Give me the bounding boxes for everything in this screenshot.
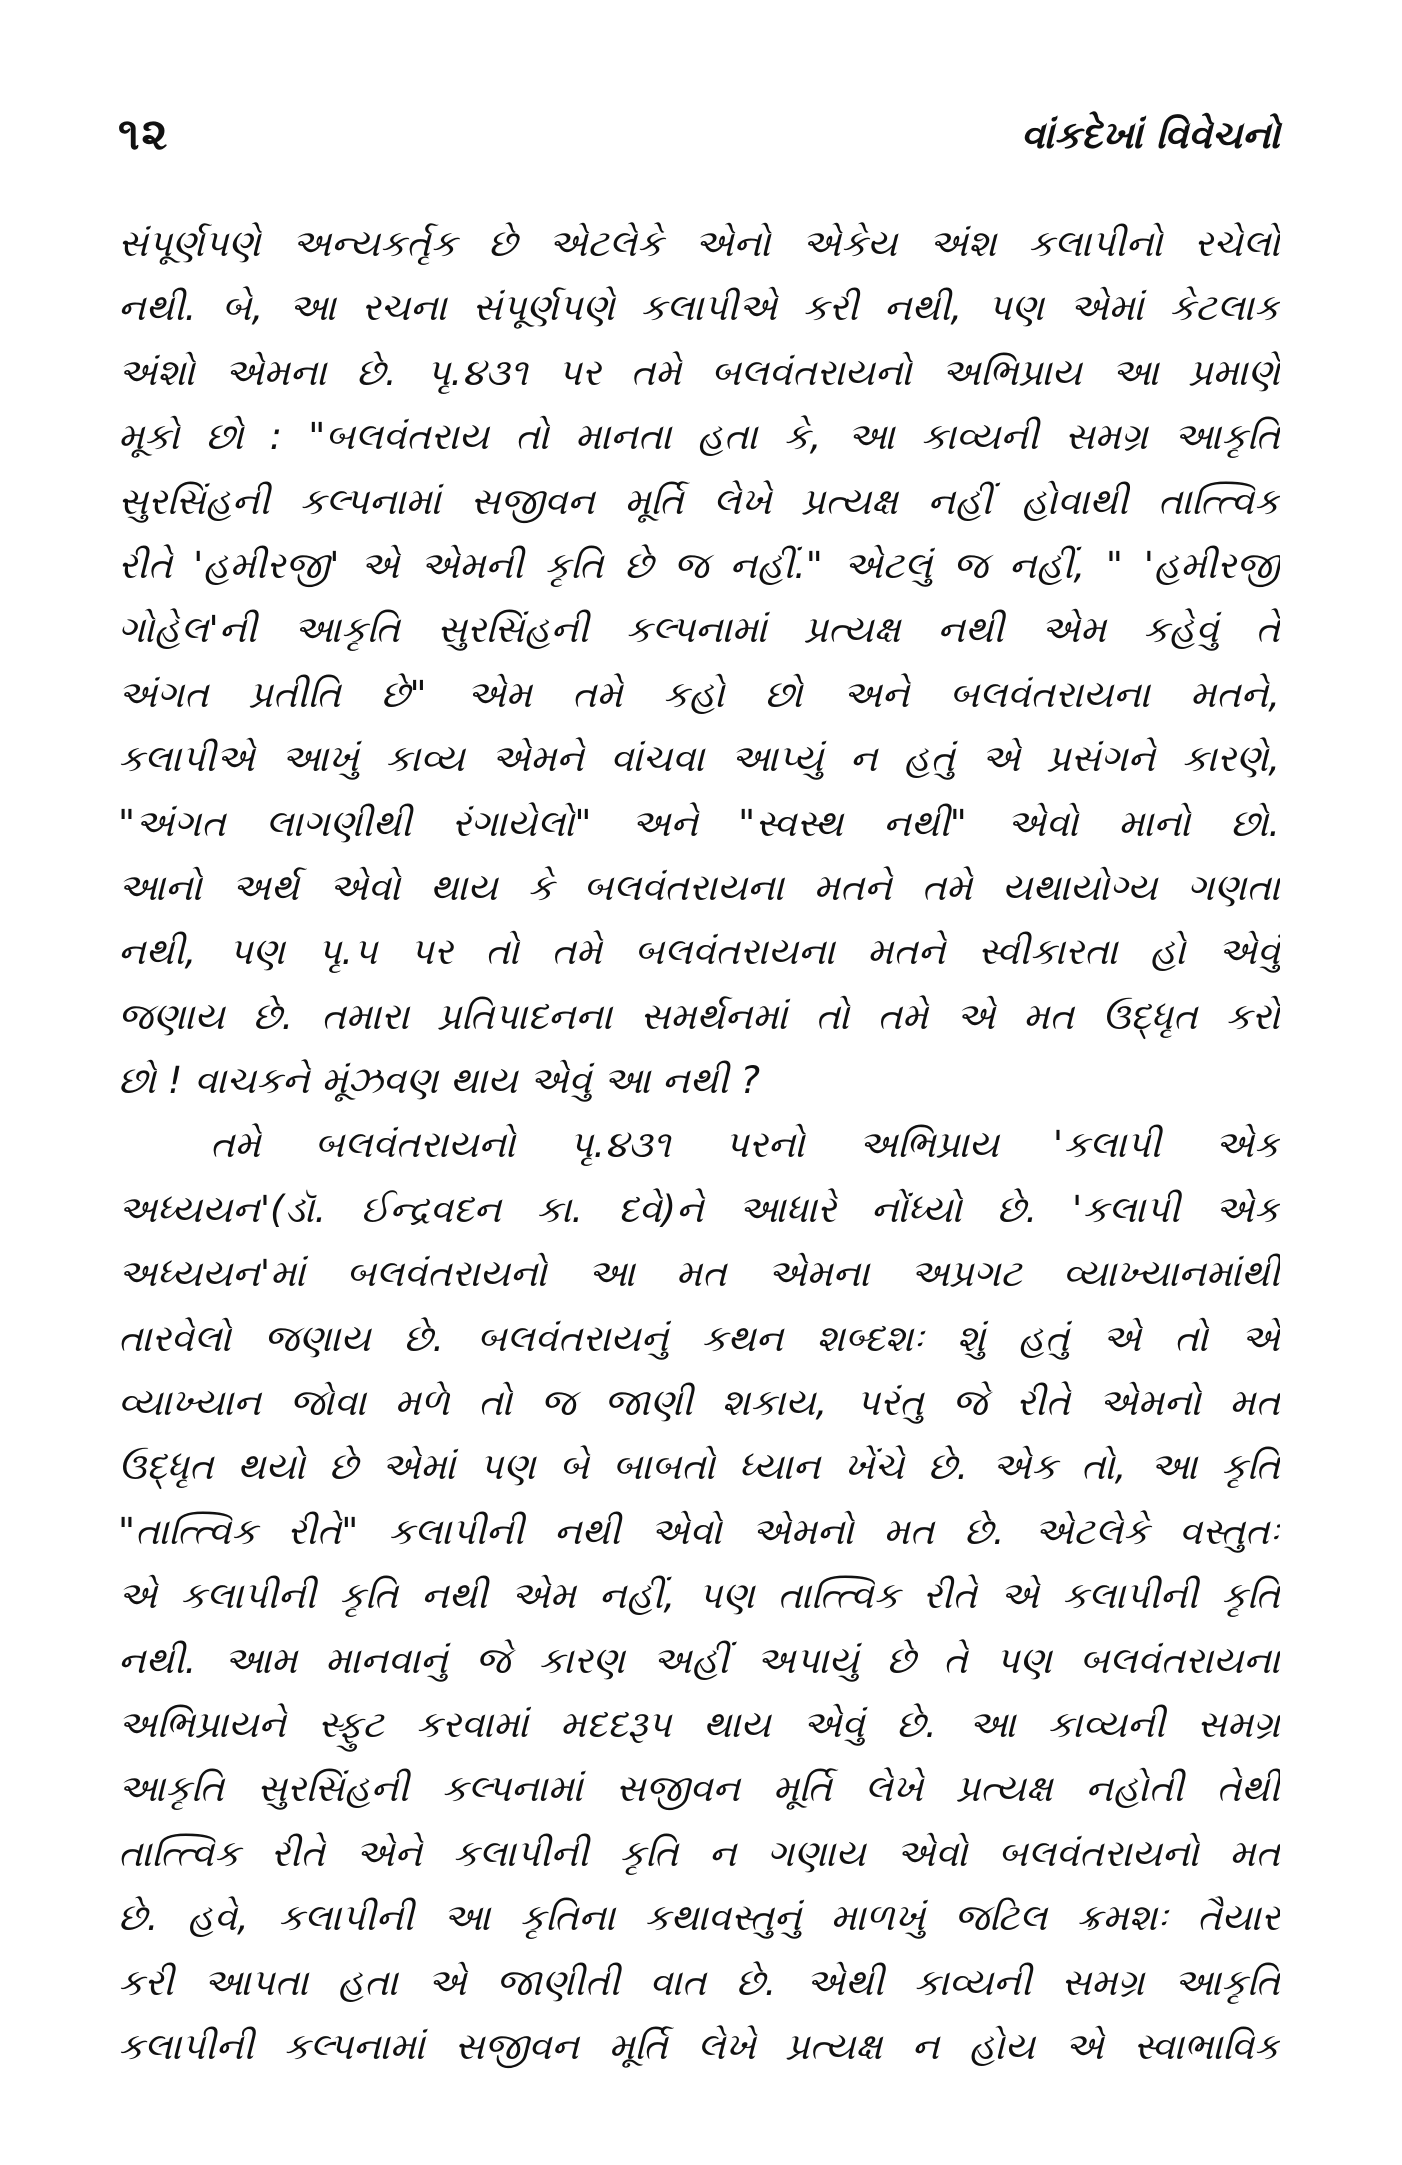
text-line: છે. હવે, કલાપીની આ કૃતિના કથાવસ્તુનું માળખું જટિલ ક્રમશઃ તૈયાર xyxy=(118,1896,1280,1940)
text-line: તાત્ત્વિક રીતે એને કલાપીની કૃતિ ન ગણાય એવો બલવંતરાયનો મત xyxy=(118,1831,1280,1875)
body-text xyxy=(118,212,1280,2079)
text-line: સંપૂર્ણપણે અન્યકર્તૃક છે એટલેકે એનો એકેય અંશ કલાપીનો રચેલો xyxy=(118,222,1280,265)
text-line: આનો અર્થ એવો થાય કે બલવંતરાયના મતને તમે યથાયોગ્ય ગણતા xyxy=(118,865,1280,909)
text-line: આકૃતિ સુરસિંહની કલ્પનામાં સજીવન મૂર્તિ લેખે પ્રત્યક્ષ નહોતી તેથી xyxy=(118,1767,1280,1811)
text-line: રીતે 'હમીરજી' એ એમની કૃતિ છે જ નહીં." એટલું જ નહીં, " 'હમીરજી xyxy=(118,543,1280,587)
text-line: અધ્યયન'માં બલવંતરાયનો આ મત એમના અપ્રગટ વ્યાખ્યાનમાંથી xyxy=(118,1252,1280,1296)
text-line: મૂકો છો : "બલવંતરાય તો માનતા હતા કે, આ કાવ્યની સમગ્ર આકૃતિ xyxy=(118,415,1280,459)
paragraph-1 xyxy=(118,212,1280,1113)
text-line: કરી આપતા હતા એ જાણીતી વાત છે. એથી કાવ્યની સમગ્ર આકૃતિ xyxy=(118,1960,1280,2004)
text-line: સુરસિંહની કલ્પનામાં સજીવન મૂર્તિ લેખે પ્રત્યક્ષ નહીં હોવાથી તાત્ત્વિક xyxy=(118,479,1280,523)
text-line: નથી. બે, આ રચના સંપૂર્ણપણે કલાપીએ કરી નથી, પણ એમાં કેટલાક xyxy=(118,286,1280,330)
text-line: અધ્યયન'(ડૉ. ઈન્દ્રવદન કા. દવે)ને આધારે નોંધ્યો છે. 'કલાપી એક xyxy=(118,1187,1280,1231)
text-line: જણાય છે. તમારા પ્રતિપાદનના સમર્થનમાં તો તમે એ મત ઉદ્ધૃત કરો xyxy=(118,994,1280,1038)
text-line: છો ! વાચકને મૂંઝવણ થાય એવું આ નથી ? xyxy=(118,1059,760,1103)
paragraph-2 xyxy=(118,1113,1280,2079)
text-line: અંગત પ્રતીતિ છે" એમ તમે કહો છો અને બલવંતરાયના મતને, xyxy=(118,672,1280,716)
running-title: વાંકદેખાં વિવેચનો xyxy=(1021,113,1280,157)
text-line: અંશો એમના છે. પૃ.૪૩૧ પર તમે બલવંતરાયનો અભિપ્રાય આ પ્રમાણે xyxy=(118,350,1280,394)
text-line: નથી, પણ પૃ.૫ પર તો તમે બલવંતરાયના મતને સ્વીકારતા હો એવું xyxy=(118,930,1280,974)
text-line: ગોહેલ'ની આકૃતિ સુરસિંહની કલ્પનામાં પ્રત્યક્ષ નથી એમ કહેવું તે xyxy=(118,608,1280,652)
text-line: કલાપીએ આખું કાવ્ય એમને વાંચવા આપ્યું ન હતું એ પ્રસંગને કારણે, xyxy=(118,737,1280,781)
text-line: "તાત્ત્વિક રીતે" કલાપીની નથી એવો એમનો મત છે. એટલેકે વસ્તુતઃ xyxy=(118,1509,1280,1553)
text-line: તારવેલો જણાય છે. બલવંતરાયનું કથન શબ્દશઃ શું હતું એ તો એ xyxy=(118,1316,1280,1360)
page-number: ૧૨ xyxy=(118,109,170,160)
text-line: ઉદ્ધૃત થયો છે એમાં પણ બે બાબતો ધ્યાન ખેંચે છે. એક તો, આ કૃતિ xyxy=(118,1445,1280,1489)
text-line: એ કલાપીની કૃતિ નથી એમ નહીં, પણ તાત્ત્વિક રીતે એ કલાપીની કૃતિ xyxy=(118,1574,1280,1618)
text-line: નથી. આમ માનવાનું જે કારણ અહીં અપાયું છે તે પણ બલવંતરાયના xyxy=(118,1638,1280,1682)
text-line: વ્યાખ્યાન જોવા મળે તો જ જાણી શકાય, પરંતુ જે રીતે એમનો મત xyxy=(118,1381,1280,1425)
text-line: કલાપીની કલ્પનામાં સજીવન મૂર્તિ લેખે પ્રત્યક્ષ ન હોય એ સ્વાભાવિક xyxy=(118,2024,1280,2068)
text-line: અભિપ્રાયને સ્ફુટ કરવામાં મદદરૂપ થાય એવું છે. આ કાવ્યની સમગ્ર xyxy=(118,1702,1280,1746)
text-line: "અંગત લાગણીથી રંગાયેલો" અને "સ્વસ્થ નથી" એવો માનો છો. xyxy=(118,801,1280,845)
text-line: તમે બલવંતરાયનો પૃ.૪૩૧ પરનો અભિપ્રાય 'કલાપી એક xyxy=(210,1123,1280,1167)
